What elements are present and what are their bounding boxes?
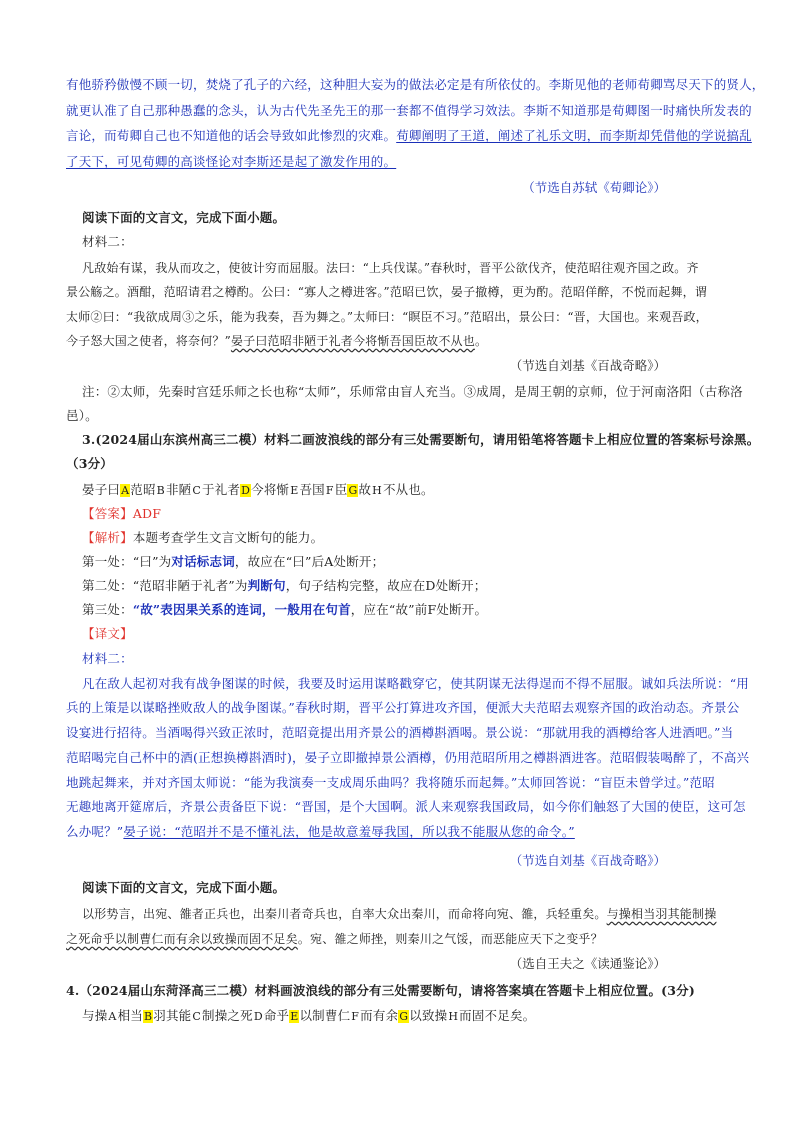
analysis-point-3: 第三处：“故”表因果关系的连词，一般用在句首，应在“故”前F处断开。: [82, 602, 488, 617]
q3-option-text-4: 今将惭: [251, 482, 290, 497]
q4-option-mark-D: D: [253, 1010, 263, 1023]
q4-option-mark-A: A: [108, 1010, 117, 1023]
section-c-line-2: 之死命乎以制曹仁而有余以致操而固不足矣。宛、雒之师挫，则秦川之气馁，而恶能应天下之变乎？: [66, 932, 603, 946]
material-two-label: 材料二：: [82, 234, 133, 249]
q3-option-text-0: 晏子曰: [82, 482, 121, 497]
underlined-sentence: 荀卿阐明了王道，阐述了礼乐文明，而李斯却凭借他的学说搞乱: [396, 128, 752, 143]
q4-option-mark-C: C: [192, 1010, 201, 1023]
question-3-title: 3.(2024届山东滨州高三二模）材料二画波浪线的部分有三处需要断句，请用铅笔将答题卡上相应位置的答案标号涂黑。: [82, 432, 760, 447]
material-two-source: （节选自刘基《百战奇略》）: [509, 358, 666, 373]
q4-option-text-4: 命乎: [263, 1008, 290, 1023]
analysis-point-1: 第一处：“曰”为对话标志词，故应在“曰”后A处断开；: [82, 554, 385, 569]
section-a-line-2: 就更认准了自己那种愚蠢的念头，认为古代先圣先王的那一套都不值得学习效法。李斯不知道那是荀卿图一时痛快所发表的: [66, 103, 752, 118]
q3-option-text-3: 于礼者: [202, 482, 241, 497]
q3-option-mark-H: H: [372, 484, 382, 497]
q3-option-mark-A: A: [121, 484, 130, 497]
section-a-line-3: 言论，而荀卿自己也不知道他的话会导致如此惨烈的灾难。荀卿阐明了王道，阐述了礼乐文明，而李斯却凭借他的学说搞乱: [66, 128, 752, 143]
translation-line-3: 设宴进行招待。当酒喝得兴致正浓时，范昭竟提出用齐景公的酒樽斟酒喝。景公说：“那就用我的酒樽给客人进酒吧。”当: [66, 725, 734, 740]
q3-option-text-6: 臣: [334, 482, 348, 497]
translation-underlined: 晏子说：“范昭并不是不懂礼法，他是故意羞辱我国，所以我不能服从您的命令。”: [123, 824, 575, 839]
question-3-score: （3分）: [66, 456, 113, 471]
section-a-source: （节选自苏轼《荀卿论》）: [522, 180, 666, 195]
section-c-wavy-2: 之死命乎以制曹仁而有余以致操而固不足矣: [66, 932, 298, 946]
q4-option-text-7: 以致操: [409, 1008, 448, 1023]
q4-option-text-0: 与操: [82, 1008, 108, 1023]
section-c-source: （选自王夫之《读通鉴论》）: [509, 956, 666, 971]
question-4-title: 4.（2024届山东菏泽高三二模）材料画波浪线的部分有三处需要断句，请将答案填在答题卡上相应位置。(3分): [66, 983, 695, 998]
question-3-options: [82, 481, 434, 500]
section-c-heading: 阅读下面的文言文，完成下面小题。: [82, 880, 286, 895]
section-b-heading: 阅读下面的文言文，完成下面小题。: [82, 210, 286, 225]
material-two-line-2: 景公觞之。酒酣，范昭请君之樽酌。公曰：“寡人之樽进客。”范昭已饮，晏子撤樽，更为酌。范昭佯醉，不悦而起舞，谓: [66, 285, 708, 299]
translation-line-4: 范昭喝完自己杯中的酒(正想换樽斟酒时)，晏子立即撤掉景公酒樽，仍用范昭所用之樽斟酒进客。范昭假装喝醉了，不高兴: [66, 750, 750, 765]
section-c-wavy-1: 与操相当羽其能制操: [606, 907, 717, 921]
q4-option-mark-B: B: [143, 1010, 153, 1023]
translation-line-6: 无趣地离开筵席后，齐景公责备臣下说：“晋国，是个大国啊。派人来观察我国政局，如今你们触怒了大国的使臣，这可怎: [66, 799, 746, 814]
section-a-line-1: 有他骄矜傲慢不顾一切，焚烧了孔子的六经，这种胆大妄为的做法必定是有所依仗的。李斯见他的老师荀卿骂尽天下的贤人，: [66, 77, 765, 92]
q3-option-text-7: 故: [358, 482, 372, 497]
q4-option-mark-H: H: [448, 1010, 459, 1023]
q3-option-text-2: 非陋: [165, 482, 192, 497]
translation-label: 【译文】: [82, 626, 133, 641]
answer-value: ADF: [132, 506, 162, 521]
q3-option-mark-B: B: [156, 484, 165, 497]
translation-material-label: 材料二：: [82, 651, 133, 666]
q4-option-mark-E: E: [290, 1010, 299, 1023]
material-two-line-4: 今子怒大国之使者，将奈何？”晏子曰范昭非陋于礼者今将惭吾国臣故不从也。: [66, 334, 488, 348]
section-c-line-1: 以形势言，出宛、雒者正兵也，出秦川者奇兵也，自率大众出秦川，而命将向宛、雒，兵轻重矣。与操相当羽其能制操: [82, 907, 717, 921]
q4-option-text-8: 而固不足矣。: [459, 1008, 536, 1023]
q4-option-mark-G: G: [399, 1010, 409, 1023]
q3-option-mark-E: E: [290, 484, 299, 497]
answer-row: 【答案】ADF: [82, 506, 162, 521]
question-4-options: [82, 1007, 535, 1026]
section-a-line-4: 了天下，可见荀卿的高谈怪论对李斯还是起了激发作用的。: [66, 154, 397, 169]
material-two-line-3: 太师②曰：“我欲成周③之乐，能为我奏，吾为舞之。”太师曰：“瞑臣不习。”范昭出，景公曰：“晋，大国也。来观吾政，: [66, 310, 708, 324]
wavy-underlined-sentence: 晏子曰范昭非陋于礼者今将惭吾国臣故不从也: [230, 334, 475, 348]
q3-option-mark-G: G: [348, 484, 358, 497]
q4-option-mark-F: F: [351, 1010, 360, 1023]
q3-option-mark-C: C: [192, 484, 201, 497]
note-line-2: 邑）。: [66, 408, 98, 423]
q3-option-mark-F: F: [325, 484, 334, 497]
translation-line-1: 凡在敌人起初对我有战争图谋的时候，我要及时运用谋略戳穿它，使其阴谋无法得逞而不得不屈服。诚如兵法所说：“用: [82, 676, 749, 691]
translation-line-7: 么办呢？”晏子说：“范昭并不是不懂礼法，他是故意羞辱我国，所以我不能服从您的命令。”: [66, 824, 575, 839]
translation-line-2: 兵的上策是以谋略挫败敌人的战争图谋。”春秋时期，晋平公打算进攻齐国，便派大夫范昭去观察齐国的政治动态。齐景公: [66, 700, 740, 715]
q3-option-text-5: 吾国: [299, 482, 325, 497]
q4-option-text-2: 羽其能: [153, 1008, 192, 1023]
analysis-row: 【解析】本题考查学生文言文断句的能力。: [82, 530, 324, 545]
q4-option-text-3: 制操之死: [202, 1008, 253, 1023]
q4-option-text-6: 而有余: [360, 1008, 399, 1023]
translation-source: （节选自刘基《百战奇略》）: [509, 853, 666, 868]
q4-option-text-5: 以制曹仁: [299, 1008, 351, 1023]
q4-option-text-1: 相当: [117, 1008, 143, 1023]
q3-option-text-1: 范昭: [130, 482, 156, 497]
note-line-1: 注：②太师，先秦时宫廷乐师之长也称“太师”，乐师常由盲人充当。③成周，是周王朝的京师，位于河南洛阳（古称洛: [82, 384, 743, 399]
material-two-line-1: 凡敌始有谋，我从而攻之，使彼计穷而屈服。法曰：“上兵伐谋。”春秋时，晋平公欲伐齐，使范昭往观齐国之政。齐: [82, 261, 699, 275]
q3-option-mark-D: D: [241, 484, 251, 497]
q3-option-text-8: 不从也。: [382, 482, 434, 497]
translation-line-5: 地跳起舞来，并对齐国太师说：“能为我演奏一支成周乐曲吗？我将随乐而起舞。”太师回答说：“盲臣未曾学过。”范昭: [66, 775, 715, 790]
analysis-point-2: 第二处：“范昭非陋于礼者”为判断句，句子结构完整，故应在D处断开；: [82, 578, 487, 593]
